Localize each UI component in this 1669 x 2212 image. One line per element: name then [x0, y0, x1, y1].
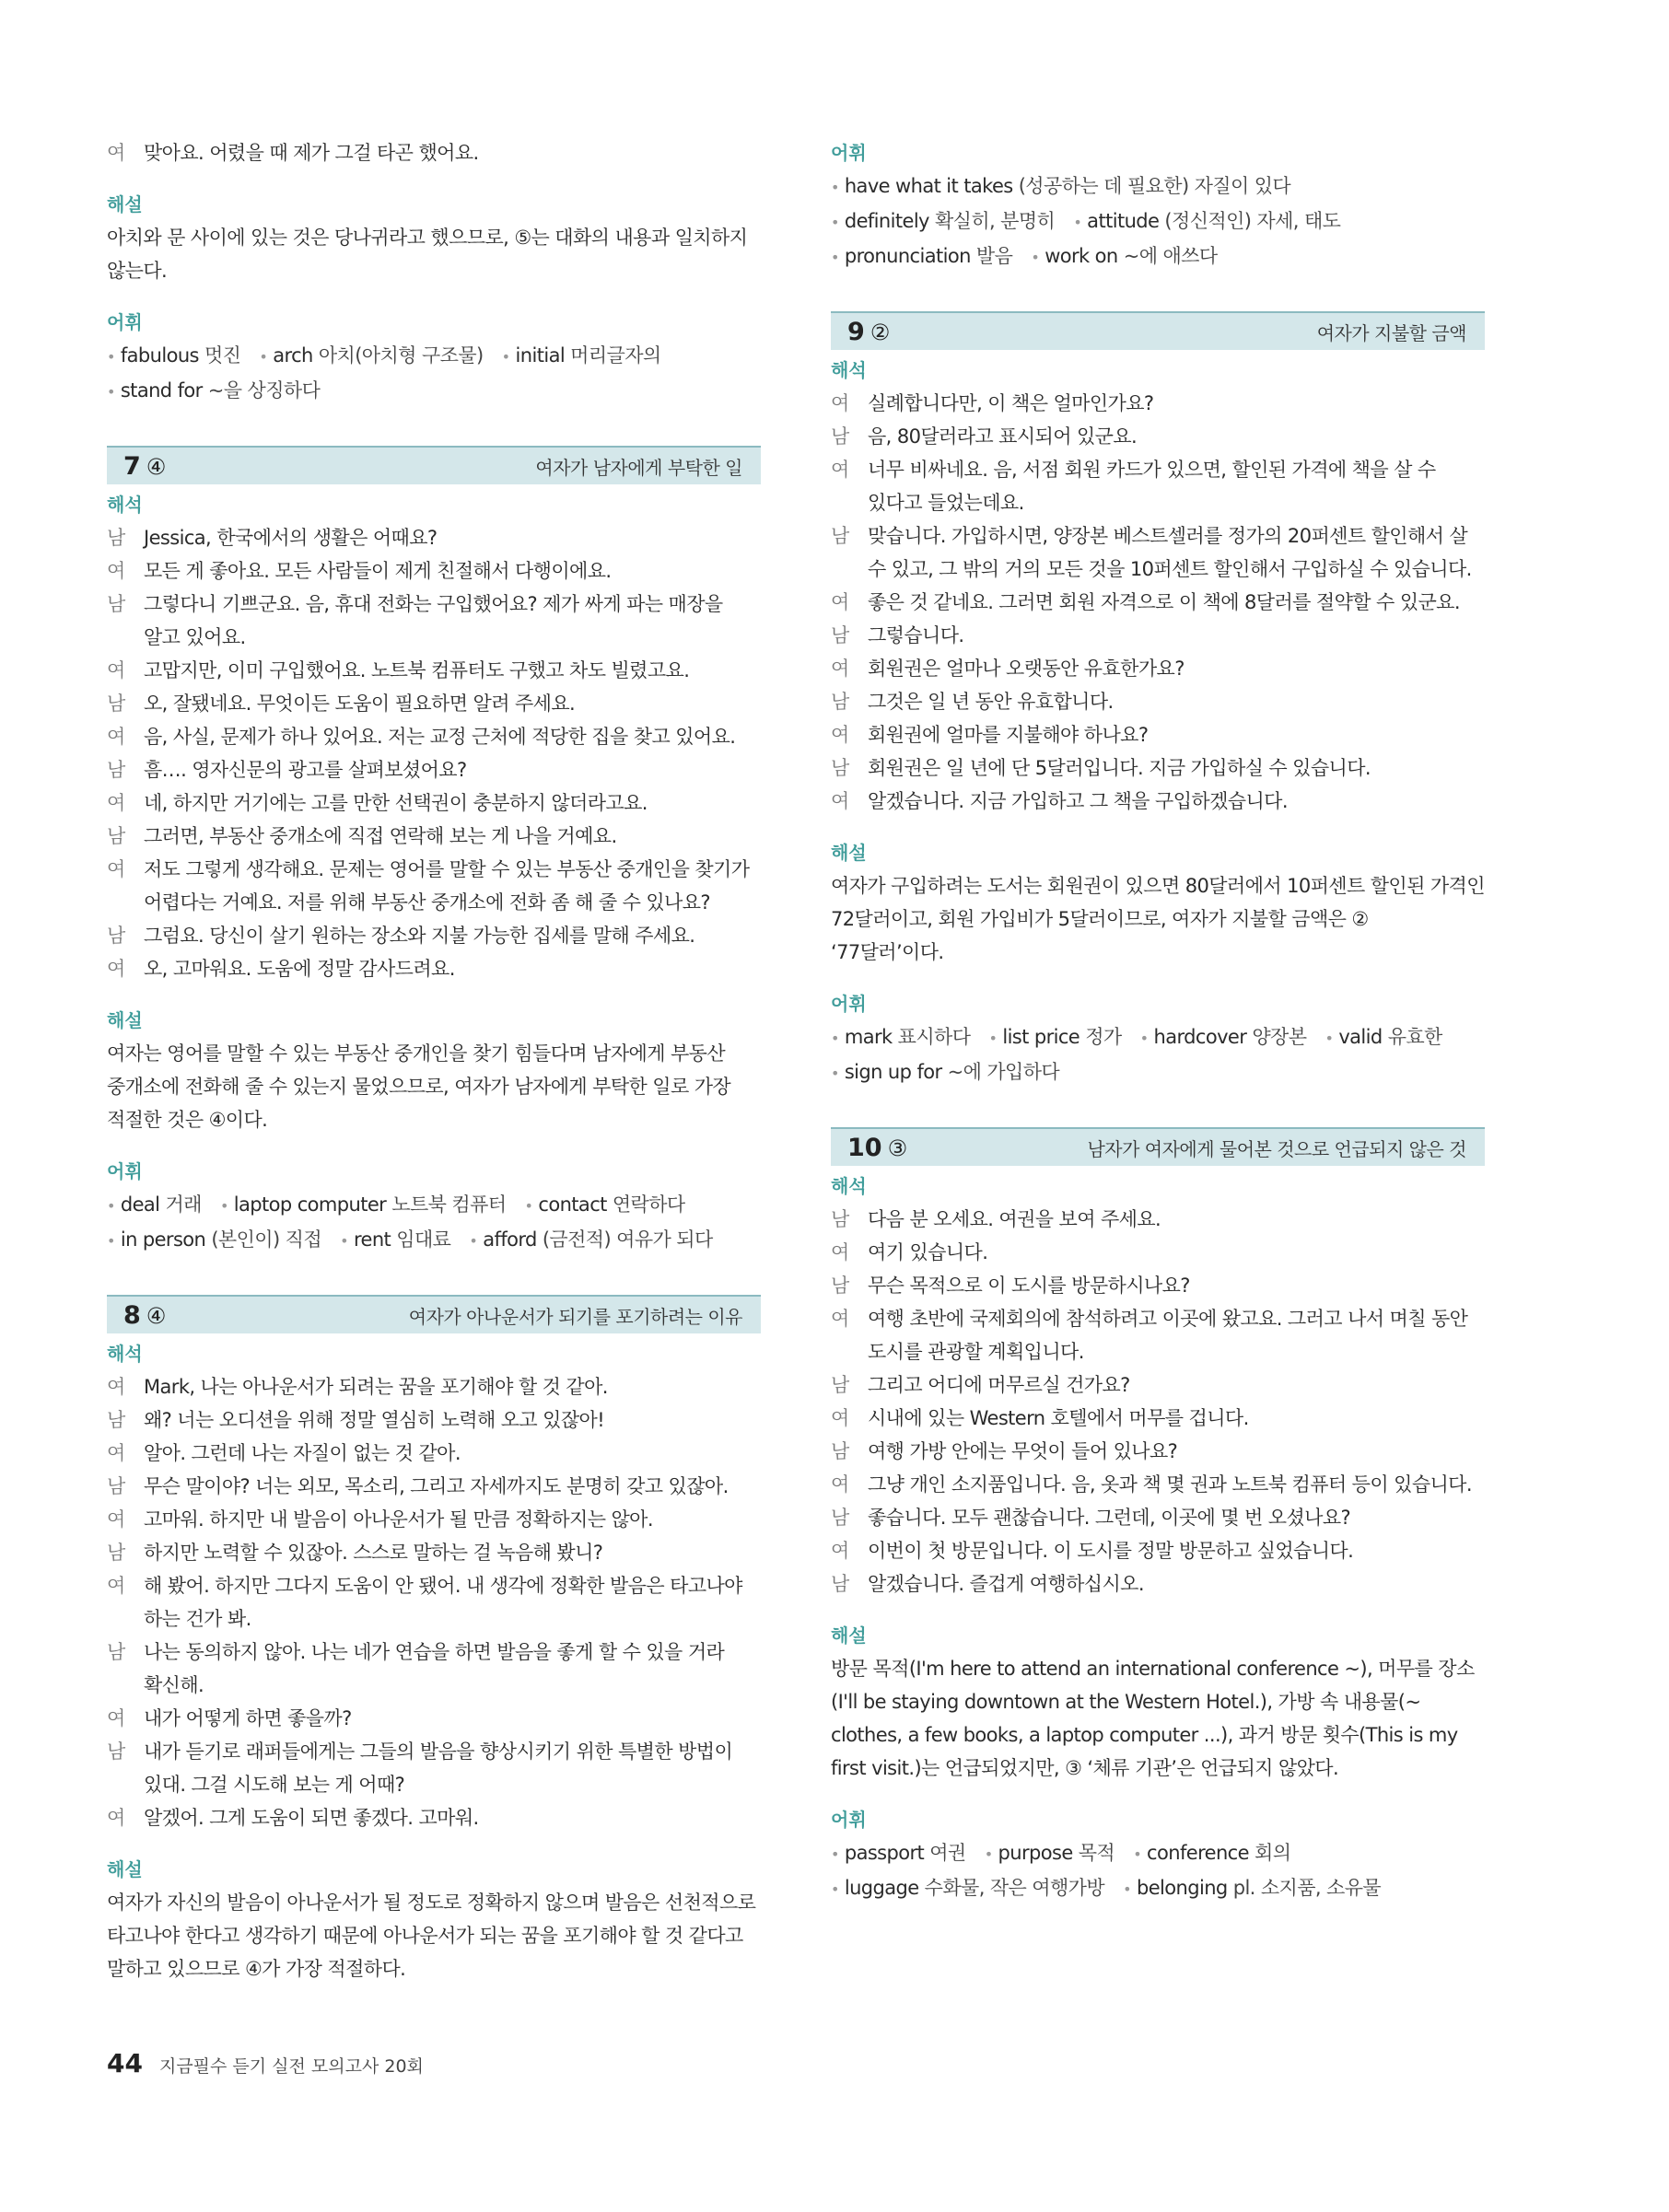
vocab-item	[502, 344, 661, 367]
vocab-meaning: (정신적인) 자세, 태도	[1164, 210, 1341, 232]
right-column	[831, 136, 1485, 1906]
speaker: 남	[831, 757, 849, 779]
vocab-item	[988, 1026, 1121, 1048]
q7-header	[107, 446, 761, 484]
bullet-icon: •	[219, 1197, 228, 1215]
vocab-item	[1073, 210, 1340, 232]
line-text: 너무 비싸네요. 음, 서점 회원 카드가 있으면, 할인된 가격에 책을 살 수 있다고 들었는데요.	[868, 459, 1436, 514]
dialogue-line	[107, 952, 761, 985]
line-text: 흠…. 영자신문의 광고를 살펴보셨어요?	[144, 759, 467, 781]
vocab-item	[831, 175, 1290, 197]
line-text: 모든 게 좋아요. 모든 사람들이 제게 친절해서 다행이에요.	[144, 560, 612, 582]
speaker: 여	[107, 726, 125, 748]
line-text: Jessica, 한국에서의 생활은 어때요?	[144, 527, 438, 549]
vocab-term: attitude	[1087, 210, 1160, 232]
vocab-item	[831, 1877, 1104, 1899]
line-text: 알겠어. 그게 도움이 되면 좋겠다. 고마워.	[144, 1807, 479, 1829]
speaker: 여	[831, 1241, 849, 1263]
speaker: 남	[107, 693, 125, 715]
vocab-term: have what it takes	[844, 175, 1013, 197]
speaker: 여	[831, 658, 849, 680]
dialogue-line	[831, 652, 1485, 685]
dialogue-line	[831, 586, 1485, 619]
vocab-term: stand for	[120, 379, 203, 402]
vocab-term: contact	[538, 1193, 607, 1216]
dialogue-line	[107, 853, 761, 919]
speaker: 남	[107, 1542, 125, 1564]
vocab-meaning: 정가	[1085, 1026, 1122, 1048]
vocab-meaning: 유효한	[1387, 1026, 1442, 1048]
question-topic: 여자가 아나운서가 되기를 포기하려는 이유	[408, 1305, 742, 1328]
vocab-meaning: 노트북 컴퓨터	[391, 1193, 507, 1216]
speaker: 남	[107, 1409, 125, 1431]
dialogue-line	[107, 1437, 761, 1470]
line-text: 내가 듣기로 래퍼들에게는 그들의 발음을 향상시키기 위한 특별한 방법이 있대. 그걸 시도해 보는 게 어때?	[144, 1740, 733, 1796]
dialogue-line	[107, 786, 761, 820]
vocab-label: 어휘	[831, 993, 867, 1015]
vocab-meaning: pl. 소지품, 소유물	[1232, 1877, 1382, 1899]
dialogue-line	[831, 1534, 1485, 1567]
translation-label: 해석	[107, 1343, 143, 1365]
vocab-item	[831, 210, 1055, 232]
speaker: 여	[107, 1376, 125, 1398]
vocab-meaning: 양장본	[1252, 1026, 1307, 1048]
vocab-meaning: 임대료	[396, 1228, 451, 1251]
dialogue-line	[831, 1269, 1485, 1302]
dialogue-line	[107, 136, 761, 169]
q10-dialogue	[831, 1203, 1485, 1601]
speaker: 남	[831, 1507, 849, 1529]
line-text: 여행 가방 안에는 무엇이 들어 있나요?	[868, 1440, 1178, 1462]
translation-label: 해석	[107, 494, 143, 516]
dialogue-line	[107, 720, 761, 753]
q9-vocab	[831, 1020, 1485, 1090]
line-text: Mark, 나는 아나운서가 되려는 꿈을 포기해야 할 것 같아.	[144, 1376, 608, 1398]
line-text: 알아. 그런데 나는 자질이 없는 것 같아.	[144, 1442, 461, 1464]
speaker: 여	[107, 1807, 125, 1829]
explanation-label: 해설	[107, 1858, 143, 1880]
vocab-item	[259, 344, 483, 367]
line-text: 맞아요. 어렸을 때 제가 그걸 타곤 했어요.	[144, 142, 479, 164]
bullet-icon: •	[1325, 1030, 1334, 1047]
line-text: 고맙지만, 이미 구입했어요. 노트북 컴퓨터도 구했고 차도 빌렸고요.	[144, 659, 690, 681]
vocab-meaning: 머리글자의	[570, 344, 661, 367]
answer-mark: ④	[146, 453, 167, 480]
vocab-meaning: (본인이) 직접	[211, 1228, 322, 1251]
line-text: 오, 고마워요. 도움에 정말 감사드려요.	[144, 958, 455, 980]
dialogue-line	[107, 1470, 761, 1503]
line-text: 좋은 것 같네요. 그러면 회원 자격으로 이 책에 8달러를 절약할 수 있군요.	[868, 591, 1460, 613]
line-text: 여행 초반에 국제회의에 참석하려고 이곳에 왔고요. 그러고 나서 며칠 동안 도시를 관광할 계획입니다.	[868, 1308, 1468, 1363]
bullet-icon: •	[107, 383, 115, 401]
vocab-meaning: 발음	[975, 245, 1013, 267]
vocab-meaning: 연락하다	[612, 1193, 685, 1216]
bullet-icon: •	[831, 1880, 839, 1898]
speaker: 여	[107, 1508, 125, 1531]
speaker: 남	[107, 1740, 125, 1763]
dialogue-line	[831, 1567, 1485, 1601]
vocab-term: rent	[353, 1228, 391, 1251]
answer-mark: ④	[146, 1302, 167, 1329]
bullet-icon: •	[831, 214, 839, 231]
vocab-term: deal	[120, 1193, 160, 1216]
q9-dialogue	[831, 387, 1485, 818]
vocab-meaning: 멋진	[204, 344, 241, 367]
dialogue-line	[107, 1636, 761, 1702]
dialogue-line	[107, 1569, 761, 1636]
vocab-meaning: 아치(아치형 구조물)	[318, 344, 484, 367]
line-text: 오, 잘됐네요. 무엇이든 도움이 필요하면 알려 주세요.	[144, 693, 576, 715]
vocab-term: list price	[1002, 1026, 1080, 1048]
line-text: 알겠습니다. 지금 가입하고 그 책을 구입하겠습니다.	[868, 790, 1288, 812]
speaker: 남	[107, 925, 125, 947]
vocab-label: 어휘	[107, 311, 143, 333]
vocab-meaning: 거래	[165, 1193, 202, 1216]
speaker: 남	[107, 759, 125, 781]
line-text: 고마워. 하지만 내 발음이 아나운서가 될 만큼 정확하지는 않아.	[144, 1508, 653, 1531]
speaker: 여	[831, 1407, 849, 1429]
speaker: 남	[107, 825, 125, 847]
line-text: 회원권은 얼마나 오랫동안 유효한가요?	[868, 658, 1185, 680]
bullet-icon: •	[984, 1845, 993, 1863]
speaker: 여	[107, 1707, 125, 1729]
bullet-icon: •	[831, 1030, 839, 1047]
dialogue-line	[107, 820, 761, 853]
vocab-item	[107, 344, 240, 367]
line-text: 음, 사실, 문제가 하나 있어요. 저는 교정 근처에 적당한 집을 찾고 있어요.	[144, 726, 736, 748]
line-text: 내가 어떻게 하면 좋을까?	[144, 1707, 352, 1729]
q8-explanation: 여자가 자신의 발음이 아나운서가 될 정도로 정확하지 않으며 발음은 선천적으로 타고나야 한다고 생각하기 때문에 아나운서가 되는 꿈을 포기해야 할 것 같다고 말하고 있으므로 ④가 가장 적절하다.	[107, 1892, 756, 1980]
bullet-icon: •	[831, 249, 839, 266]
vocab-item	[831, 1061, 1059, 1083]
speaker: 여	[107, 1575, 125, 1597]
vocab-meaning: (금전적) 여유가 되다	[542, 1228, 713, 1251]
q7-vocab	[107, 1188, 761, 1258]
dialogue-line	[107, 1735, 761, 1801]
dialogue-line	[107, 1403, 761, 1437]
speaker: 여	[831, 724, 849, 746]
vocab-term: passport	[844, 1842, 925, 1864]
speaker: 여	[107, 1442, 125, 1464]
vocab-term: valid	[1338, 1026, 1383, 1048]
vocab-term: belonging	[1136, 1877, 1228, 1899]
bullet-icon: •	[1031, 249, 1040, 266]
speaker: 남	[107, 1641, 125, 1663]
vocab-term: afford	[483, 1228, 537, 1251]
vocab-meaning: 수화물, 작은 여행가방	[924, 1877, 1105, 1899]
dialogue-line	[831, 1435, 1485, 1468]
vocab-term: mark	[844, 1026, 893, 1048]
speaker: 여	[107, 858, 125, 880]
speaker: 여	[831, 1540, 849, 1562]
q10-explanation: 방문 목적(I'm here to attend an international conference ~), 머무를 장소(I'll be staying downtown at the Western Hotel.), 가방 속 내용물(~ clothes, a few books, a laptop computer ...), 과거 방문 횟수(This is my first visit.)는 언급되었지만, ③ ‘체류 기관’은 언급되지 않았다.	[831, 1658, 1475, 1779]
vocab-term: work on	[1045, 245, 1118, 267]
speaker: 남	[831, 1208, 849, 1230]
line-text: 좋습니다. 모두 괜찮습니다. 그런데, 이곳에 몇 번 오셨나요?	[868, 1507, 1351, 1529]
line-text: 네, 하지만 거기에는 고를 만한 선택권이 충분하지 않더라고요.	[144, 792, 648, 814]
answer-mark: ②	[870, 319, 891, 345]
line-text: 실례합니다만, 이 책은 얼마인가요?	[868, 392, 1154, 414]
dialogue-line	[107, 588, 761, 654]
line-text: 해 봤어. 하지만 그다지 도움이 안 됐어. 내 생각에 정확한 발음은 타고나야 하는 건가 봐.	[144, 1575, 742, 1630]
speaker: 여	[107, 659, 125, 681]
q6-vocab	[107, 339, 761, 409]
bullet-icon: •	[107, 1232, 115, 1250]
translation-label: 해석	[831, 1175, 867, 1197]
line-text: 맞습니다. 가입하시면, 양장본 베스트셀러를 정가의 20퍼센트 할인해서 살 수 있고, 그 밖의 거의 모든 것을 10퍼센트 할인해서 구입하실 수 있습니다.	[868, 525, 1472, 580]
dialogue-line	[831, 751, 1485, 785]
speaker: 남	[831, 1440, 849, 1462]
dialogue-line	[831, 785, 1485, 818]
speaker: 여	[107, 560, 125, 582]
question-number: 10 ③	[847, 1133, 908, 1162]
line-text: 그것은 일 년 동안 유효합니다.	[868, 691, 1114, 713]
dialogue-line	[107, 1801, 761, 1834]
speaker: 남	[831, 624, 849, 646]
speaker: 남	[831, 425, 849, 448]
speaker: 여	[107, 792, 125, 814]
dialogue-line	[831, 453, 1485, 519]
vocab-meaning: 표시하다	[897, 1026, 971, 1048]
bullet-icon: •	[988, 1030, 998, 1047]
dialogue-line	[107, 753, 761, 786]
vocab-item	[469, 1228, 712, 1251]
translation-label: 해석	[831, 359, 867, 381]
dialogue-line	[831, 1468, 1485, 1501]
line-text: 이번이 첫 방문입니다. 이 도시를 정말 방문하고 싶었습니다.	[868, 1540, 1354, 1562]
vocab-meaning: ~에 애쓰다	[1123, 245, 1218, 267]
bullet-icon: •	[1139, 1030, 1149, 1047]
line-text: 알겠습니다. 즐겁게 여행하십시오.	[868, 1573, 1144, 1595]
vocab-meaning: 확실히, 분명히	[934, 210, 1056, 232]
bullet-icon: •	[1133, 1845, 1142, 1863]
line-text: 회원권은 일 년에 단 5달러입니다. 지금 가입하실 수 있습니다.	[868, 757, 1371, 779]
dialogue-line	[831, 718, 1485, 751]
vocab-term: in person	[120, 1228, 206, 1251]
dialogue-line	[831, 1302, 1485, 1368]
vocab-item	[831, 1842, 966, 1864]
bullet-icon: •	[107, 348, 115, 366]
speaker: 남	[831, 691, 849, 713]
line-text: 그렇습니다.	[868, 624, 964, 646]
dialogue-line	[107, 521, 761, 554]
vocab-meaning: 여권	[929, 1842, 966, 1864]
line-text: 그냥 개인 소지품입니다. 음, 옷과 책 몇 권과 노트북 컴퓨터 등이 있습니다.	[868, 1473, 1472, 1496]
bullet-icon: •	[259, 348, 268, 366]
dialogue-line	[831, 420, 1485, 453]
bullet-icon: •	[107, 1197, 115, 1215]
speaker: 여	[831, 1308, 849, 1330]
dialogue-line	[831, 1501, 1485, 1534]
line-text: 하지만 노력할 수 있잖아. 스스로 말하는 걸 녹음해 봤니?	[144, 1542, 603, 1564]
question-number: 8 ④	[123, 1300, 167, 1330]
vocab-item	[831, 1026, 970, 1048]
question-number: 9 ②	[847, 317, 891, 346]
line-text: 그리고 어디에 머무르실 건가요?	[868, 1374, 1130, 1396]
line-text: 회원권에 얼마를 지불해야 하나요?	[868, 724, 1149, 746]
speaker: 남	[107, 593, 125, 615]
speaker: 여	[107, 142, 125, 164]
line-text: 시내에 있는 Western 호텔에서 머무를 겁니다.	[868, 1407, 1249, 1429]
vocab-item	[1140, 1026, 1307, 1048]
bullet-icon: •	[1123, 1880, 1131, 1898]
vocab-item	[107, 1193, 202, 1216]
vocab-meaning: ~에 가입하다	[947, 1061, 1060, 1083]
line-text: 음, 80달러라고 표시되어 있군요.	[868, 425, 1138, 448]
vocab-term: conference	[1147, 1842, 1249, 1864]
vocab-term: luggage	[844, 1877, 919, 1899]
dialogue-line	[831, 1236, 1485, 1269]
vocab-term: arch	[273, 344, 313, 367]
vocab-item	[831, 245, 1012, 267]
bullet-icon: •	[469, 1232, 478, 1250]
line-text: 그럼요. 당신이 살기 원하는 장소와 지불 가능한 집세를 말해 주세요.	[144, 925, 695, 947]
dialogue-line	[107, 1370, 761, 1403]
line-text: 그러면, 부동산 중개소에 직접 연락해 보는 게 나을 거예요.	[144, 825, 617, 847]
speaker: 남	[831, 1374, 849, 1396]
bullet-icon: •	[831, 179, 839, 196]
speaker: 남	[107, 1475, 125, 1497]
vocab-item	[107, 379, 320, 402]
dialogue-line	[831, 685, 1485, 718]
page-footer	[107, 2048, 424, 2078]
speaker: 남	[107, 527, 125, 549]
vocab-item	[1031, 245, 1217, 267]
line-text: 여기 있습니다.	[868, 1241, 988, 1263]
q10-header	[831, 1127, 1485, 1166]
vocab-term: hardcover	[1153, 1026, 1247, 1048]
book-title: 지금필수 듣기 실전 모의고사 20회	[158, 2056, 424, 2077]
speaker: 여	[831, 591, 849, 613]
speaker: 남	[831, 525, 849, 547]
dialogue-line	[107, 919, 761, 952]
vocab-term: initial	[515, 344, 566, 367]
line-text: 나는 동의하지 않아. 나는 네가 연습을 하면 발음을 좋게 할 수 있을 거라 확신해.	[144, 1641, 725, 1696]
vocab-term: sign up for	[844, 1061, 942, 1083]
question-topic: 남자가 여자에게 물어본 것으로 언급되지 않은 것	[1087, 1137, 1466, 1160]
dialogue-line	[107, 1536, 761, 1569]
vocab-term: definitely	[844, 210, 929, 232]
vocab-meaning: (성공하는 데 필요한) 자질이 있다	[1018, 175, 1291, 197]
dialogue-line	[831, 1203, 1485, 1236]
question-number: 7 ④	[123, 451, 167, 481]
vocab-item	[107, 1228, 321, 1251]
vocab-label: 어휘	[831, 142, 867, 164]
speaker: 남	[831, 1573, 849, 1595]
line-text: 무슨 말이야? 너는 외모, 목소리, 그리고 자세까지도 분명히 갖고 있잖아.	[144, 1475, 729, 1497]
speaker: 여	[831, 392, 849, 414]
vocab-item	[340, 1228, 450, 1251]
bullet-icon: •	[340, 1232, 348, 1250]
dialogue-line	[831, 519, 1485, 586]
vocab-item	[1133, 1842, 1290, 1864]
line-text: 저도 그렇게 생각해요. 문제는 영어를 말할 수 있는 부동산 중개인을 찾기가 어렵다는 거예요. 저를 위해 부동산 중개소에 전화 좀 해 줄 수 있나요?	[144, 858, 750, 914]
q9-explanation: 여자가 구입하려는 도서는 회원권이 있으면 80달러에서 10퍼센트 할인된 가격인 72달러이고, 회원 가입비가 5달러이므로, 여자가 지불할 금액은 ② ‘77달러’이다.	[831, 875, 1485, 963]
explanation-label: 해설	[107, 193, 143, 215]
q7-dialogue	[107, 521, 761, 985]
line-text: 다음 분 오세요. 여권을 보여 주세요.	[868, 1208, 1161, 1230]
q8-header	[107, 1295, 761, 1333]
question-topic: 여자가 지불할 금액	[1316, 321, 1466, 344]
explanation-label: 해설	[107, 1009, 143, 1031]
bullet-icon: •	[831, 1845, 839, 1863]
speaker: 여	[107, 958, 125, 980]
dialogue-line	[831, 387, 1485, 420]
bullet-icon: •	[524, 1197, 533, 1215]
line-text: 무슨 목적으로 이 도시를 방문하시나요?	[868, 1275, 1190, 1297]
explanation-label: 해설	[831, 1624, 867, 1647]
dialogue-line	[831, 1402, 1485, 1435]
q8-dialogue	[107, 1370, 761, 1834]
vocab-item	[985, 1842, 1115, 1864]
vocab-item	[1123, 1877, 1381, 1899]
vocab-term: purpose	[998, 1842, 1073, 1864]
question-topic: 여자가 남자에게 부탁한 일	[535, 456, 742, 479]
dialogue-line	[831, 1368, 1485, 1402]
dialogue-line	[107, 687, 761, 720]
vocab-label: 어휘	[107, 1160, 143, 1182]
speaker: 여	[831, 459, 849, 481]
speaker: 여	[831, 1473, 849, 1496]
bullet-icon: •	[831, 1065, 839, 1082]
line-text: 그렇다니 기쁘군요. 음, 휴대 전화는 구입했어요? 제가 싸게 파는 매장을 알고 있어요.	[144, 593, 723, 648]
left-column	[107, 136, 761, 1985]
bullet-icon: •	[1073, 214, 1082, 231]
page-number: 44	[107, 2048, 143, 2078]
dialogue-line	[107, 654, 761, 687]
explanation-label: 해설	[831, 842, 867, 864]
vocab-term: pronunciation	[844, 245, 971, 267]
vocab-meaning: 회의	[1255, 1842, 1291, 1864]
answer-mark: ③	[887, 1135, 908, 1161]
vocab-item	[220, 1193, 507, 1216]
q9-header	[831, 311, 1485, 350]
vocab-meaning: ~을 상징하다	[207, 379, 321, 402]
dialogue-line	[107, 554, 761, 588]
speaker: 남	[831, 1275, 849, 1297]
vocab-item	[525, 1193, 685, 1216]
q10-vocab	[831, 1836, 1485, 1906]
line-text: 왜? 너는 오디션을 위해 정말 열심히 노력해 오고 있잖아!	[144, 1409, 605, 1431]
bullet-icon: •	[501, 348, 510, 366]
q7-explanation: 여자는 영어를 말할 수 있는 부동산 중개인을 찾기 힘들다며 남자에게 부동산 중개소에 전화해 줄 수 있는지 물었으므로, 여자가 남자에게 부탁한 일로 가장 적절한 것은 ④이다.	[107, 1042, 731, 1131]
q6-explanation: 아치와 문 사이에 있는 것은 당나귀라고 했으므로, ⑤는 대화의 내용과 일치하지 않는다.	[107, 227, 748, 282]
vocab-term: laptop computer	[233, 1193, 387, 1216]
vocab-term: fabulous	[120, 344, 199, 367]
dialogue-line	[107, 1702, 761, 1735]
speaker: 여	[831, 790, 849, 812]
q8-vocab	[831, 169, 1485, 274]
vocab-item	[1325, 1026, 1441, 1048]
vocab-meaning: 목적	[1078, 1842, 1115, 1864]
vocab-label: 어휘	[831, 1809, 867, 1831]
dialogue-line	[831, 619, 1485, 652]
dialogue-line	[107, 1503, 761, 1536]
